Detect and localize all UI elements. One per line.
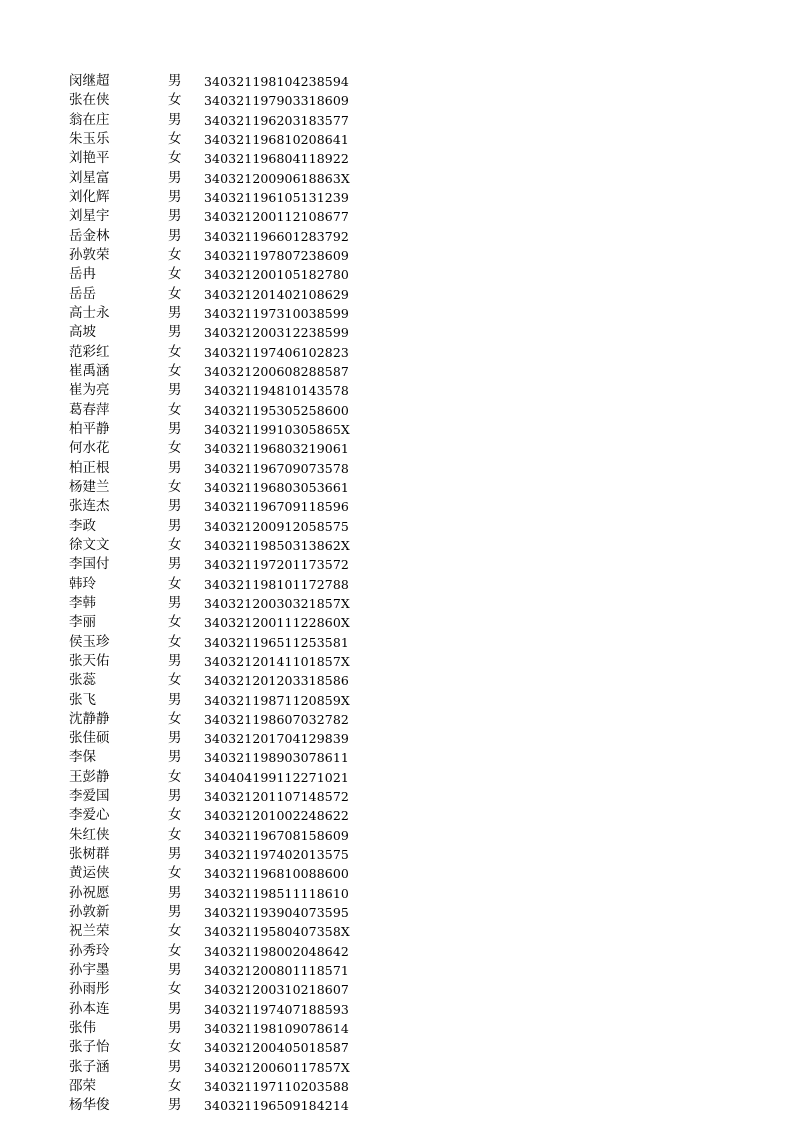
person-sex: 男 bbox=[168, 188, 182, 205]
person-id-number: 34032120030321857X bbox=[204, 595, 350, 611]
person-sex: 女 bbox=[168, 150, 182, 167]
person-id-number: 340404199112271021 bbox=[204, 769, 349, 785]
person-id-number: 340321196709118596 bbox=[204, 499, 349, 515]
person-id-number: 340321200105182780 bbox=[204, 267, 349, 283]
person-name: 朱玉乐 bbox=[69, 130, 110, 147]
person-name: 崔禹涵 bbox=[69, 362, 110, 379]
person-sex: 男 bbox=[168, 1097, 182, 1114]
person-name: 张连杰 bbox=[69, 498, 110, 515]
person-id-number: 340321196509184214 bbox=[204, 1098, 349, 1114]
person-id-number: 34032120060117857X bbox=[204, 1059, 350, 1075]
person-name: 李政 bbox=[69, 517, 96, 534]
person-sex: 女 bbox=[168, 672, 182, 689]
person-sex: 男 bbox=[168, 111, 182, 128]
person-sex: 男 bbox=[168, 904, 182, 921]
person-id-number: 34032119580407358X bbox=[204, 924, 350, 940]
person-name: 刘化辉 bbox=[69, 188, 110, 205]
person-sex: 男 bbox=[168, 691, 182, 708]
person-name: 张子怡 bbox=[69, 1039, 110, 1056]
person-name: 岳冉 bbox=[69, 266, 96, 283]
person-id-number: 340321198903078611 bbox=[204, 750, 349, 766]
person-id-number: 34032119910305865X bbox=[204, 421, 350, 437]
person-name: 沈静静 bbox=[69, 710, 110, 727]
person-id-number: 340321200912058575 bbox=[204, 518, 349, 534]
person-name: 张伟 bbox=[69, 1020, 96, 1037]
person-name: 杨建兰 bbox=[69, 478, 110, 495]
person-id-number: 340321198002048642 bbox=[204, 943, 349, 959]
person-id-number: 340321197201173572 bbox=[204, 557, 349, 573]
person-name: 韩玲 bbox=[69, 575, 96, 592]
person-sex: 男 bbox=[168, 749, 182, 766]
person-sex: 男 bbox=[168, 556, 182, 573]
person-name: 张飞 bbox=[69, 691, 96, 708]
person-sex: 男 bbox=[168, 498, 182, 515]
person-sex: 男 bbox=[168, 227, 182, 244]
person-id-number: 34032119871120859X bbox=[204, 692, 350, 708]
person-id-number: 340321200112108677 bbox=[204, 209, 349, 225]
person-id-number: 34032120141101857X bbox=[204, 653, 350, 669]
person-sex: 女 bbox=[168, 807, 182, 824]
person-sex: 女 bbox=[168, 1039, 182, 1056]
person-name: 孙敦荣 bbox=[69, 246, 110, 263]
person-name: 徐文文 bbox=[69, 536, 110, 553]
person-sex: 女 bbox=[168, 130, 182, 147]
person-id-number: 340321200801118571 bbox=[204, 963, 349, 979]
person-id-number: 340321197406102823 bbox=[204, 344, 349, 360]
person-sex: 男 bbox=[168, 962, 182, 979]
person-name: 张蕊 bbox=[69, 672, 96, 689]
person-id-number: 340321193904073595 bbox=[204, 905, 349, 921]
person-name: 刘星富 bbox=[69, 169, 110, 186]
person-sex: 女 bbox=[168, 923, 182, 940]
person-sex: 男 bbox=[168, 382, 182, 399]
person-name: 李国付 bbox=[69, 556, 110, 573]
person-name: 李爱国 bbox=[69, 788, 110, 805]
person-name: 张树群 bbox=[69, 846, 110, 863]
person-id-number: 340321196511253581 bbox=[204, 634, 349, 650]
person-id-number: 340321195305258600 bbox=[204, 402, 349, 418]
person-sex: 男 bbox=[168, 846, 182, 863]
person-sex: 女 bbox=[168, 266, 182, 283]
person-sex: 女 bbox=[168, 768, 182, 785]
person-name: 杨华俊 bbox=[69, 1097, 110, 1114]
person-name: 张天佑 bbox=[69, 652, 110, 669]
person-sex: 女 bbox=[168, 440, 182, 457]
person-name: 孙秀玲 bbox=[69, 942, 110, 959]
person-id-number: 340321196810088600 bbox=[204, 866, 349, 882]
person-name: 范彩红 bbox=[69, 343, 110, 360]
person-name: 孙敦新 bbox=[69, 904, 110, 921]
person-id-number: 340321197407188593 bbox=[204, 1001, 349, 1017]
person-name: 高坡 bbox=[69, 324, 96, 341]
person-id-number: 340321196708158609 bbox=[204, 827, 349, 843]
person-name: 侯玉珍 bbox=[69, 633, 110, 650]
person-sex: 男 bbox=[168, 208, 182, 225]
person-name: 崔为亮 bbox=[69, 382, 110, 399]
person-sex: 男 bbox=[168, 788, 182, 805]
person-id-number: 340321196803219061 bbox=[204, 441, 349, 457]
person-sex: 女 bbox=[168, 614, 182, 631]
person-sex: 男 bbox=[168, 652, 182, 669]
person-name: 葛春萍 bbox=[69, 401, 110, 418]
person-name: 邵荣 bbox=[69, 1078, 96, 1095]
person-id-number: 340321198109078614 bbox=[204, 1021, 349, 1037]
person-id-number: 340321196709073578 bbox=[204, 460, 349, 476]
person-name: 闵继超 bbox=[69, 73, 110, 89]
person-sex: 女 bbox=[168, 401, 182, 418]
person-id-number: 340321196804118922 bbox=[204, 151, 349, 167]
person-name: 李丽 bbox=[69, 614, 96, 631]
person-name: 岳金林 bbox=[69, 227, 110, 244]
person-sex: 女 bbox=[168, 478, 182, 495]
person-name: 孙宇墨 bbox=[69, 962, 110, 979]
person-sex: 男 bbox=[168, 324, 182, 341]
person-sex: 男 bbox=[168, 459, 182, 476]
person-id-number: 340321201402108629 bbox=[204, 286, 349, 302]
person-id-number: 340321196810208641 bbox=[204, 131, 349, 147]
person-sex: 女 bbox=[168, 362, 182, 379]
person-name: 翁在庄 bbox=[69, 111, 110, 128]
person-sex: 女 bbox=[168, 826, 182, 843]
person-name: 孙祝愿 bbox=[69, 884, 110, 901]
person-sex: 男 bbox=[168, 169, 182, 186]
person-name: 李爱心 bbox=[69, 807, 110, 824]
person-id-number: 340321196803053661 bbox=[204, 479, 349, 495]
person-id-number: 340321197903318609 bbox=[204, 93, 349, 109]
person-sex: 男 bbox=[168, 884, 182, 901]
person-id-number: 340321200312238599 bbox=[204, 325, 349, 341]
person-sex: 男 bbox=[168, 304, 182, 321]
person-name: 王彭静 bbox=[69, 768, 110, 785]
person-id-number: 340321198607032782 bbox=[204, 711, 349, 727]
person-name: 刘艳平 bbox=[69, 150, 110, 167]
person-id-number: 340321201203318586 bbox=[204, 673, 349, 689]
person-id-number: 340321200405018587 bbox=[204, 1040, 349, 1056]
person-name: 高士永 bbox=[69, 304, 110, 321]
person-name: 孙本连 bbox=[69, 1000, 110, 1017]
person-name: 祝兰荣 bbox=[69, 923, 110, 940]
person-sex: 男 bbox=[168, 1058, 182, 1075]
person-id-number: 340321200608288587 bbox=[204, 363, 349, 379]
person-name: 张佳硕 bbox=[69, 730, 110, 747]
person-name: 李保 bbox=[69, 749, 96, 766]
person-sex: 男 bbox=[168, 73, 182, 89]
person-name: 黄运侠 bbox=[69, 865, 110, 882]
person-sex: 女 bbox=[168, 285, 182, 302]
person-id-number: 340321198101172788 bbox=[204, 576, 349, 592]
person-sex: 女 bbox=[168, 633, 182, 650]
person-name: 何水花 bbox=[69, 440, 110, 457]
person-id-number: 340321201107148572 bbox=[204, 789, 349, 805]
person-name: 张子涵 bbox=[69, 1058, 110, 1075]
person-sex: 女 bbox=[168, 942, 182, 959]
person-id-number: 340321194810143578 bbox=[204, 383, 349, 399]
person-id-number: 34032120090618863X bbox=[204, 170, 350, 186]
person-sex: 男 bbox=[168, 1000, 182, 1017]
person-sex: 女 bbox=[168, 92, 182, 109]
person-id-number: 340321198104238594 bbox=[204, 74, 349, 89]
person-sex: 男 bbox=[168, 420, 182, 437]
person-sex: 女 bbox=[168, 865, 182, 882]
person-sex: 女 bbox=[168, 536, 182, 553]
person-sex: 女 bbox=[168, 1078, 182, 1095]
person-name: 刘星宇 bbox=[69, 208, 110, 225]
person-id-number: 340321197402013575 bbox=[204, 847, 349, 863]
person-id-number: 340321200310218607 bbox=[204, 982, 349, 998]
person-name: 柏正根 bbox=[69, 459, 110, 476]
person-id-number: 34032120011122860X bbox=[204, 615, 350, 631]
person-id-number: 340321201704129839 bbox=[204, 731, 349, 747]
person-name: 柏平静 bbox=[69, 420, 110, 437]
person-name: 李韩 bbox=[69, 594, 96, 611]
person-id-number: 34032119850313862X bbox=[204, 537, 350, 553]
person-id-number: 340321197310038599 bbox=[204, 305, 349, 321]
person-name: 岳岳 bbox=[69, 285, 96, 302]
person-id-number: 340321197110203588 bbox=[204, 1079, 349, 1095]
person-sex: 男 bbox=[168, 594, 182, 611]
person-name: 张在侠 bbox=[69, 92, 110, 109]
person-id-number: 340321196601283792 bbox=[204, 228, 349, 244]
person-sex: 女 bbox=[168, 343, 182, 360]
person-id-number: 340321197807238609 bbox=[204, 247, 349, 263]
person-sex: 男 bbox=[168, 730, 182, 747]
person-id-number: 340321198511118610 bbox=[204, 885, 349, 901]
person-id-number: 340321196203183577 bbox=[204, 112, 349, 128]
person-sex: 男 bbox=[168, 1020, 182, 1037]
person-sex: 男 bbox=[168, 517, 182, 534]
person-id-number: 340321201002248622 bbox=[204, 808, 349, 824]
person-sex: 女 bbox=[168, 575, 182, 592]
person-sex: 女 bbox=[168, 246, 182, 263]
person-id-number: 340321196105131239 bbox=[204, 189, 349, 205]
person-name: 孙雨彤 bbox=[69, 981, 110, 998]
person-name: 朱红侠 bbox=[69, 826, 110, 843]
person-sex: 女 bbox=[168, 710, 182, 727]
person-sex: 女 bbox=[168, 981, 182, 998]
